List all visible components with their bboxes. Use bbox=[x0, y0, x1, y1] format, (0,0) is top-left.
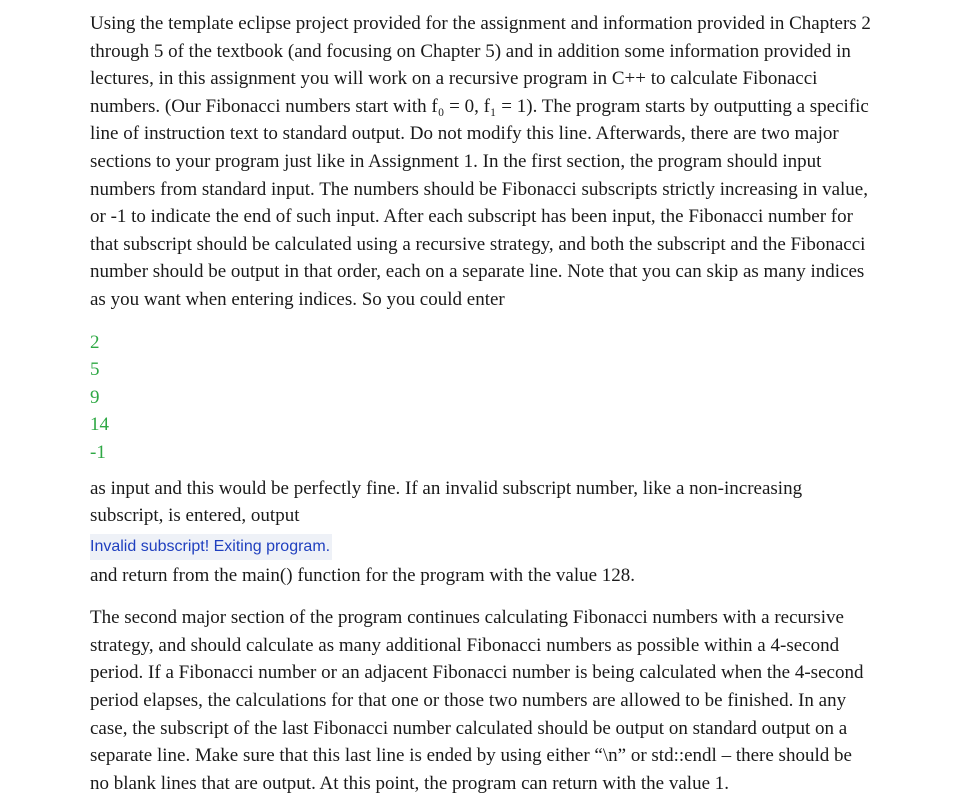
example-input-item: 2 bbox=[90, 331, 100, 353]
return-value-paragraph: and return from the main() function for the program with the value 128. bbox=[90, 564, 636, 586]
example-input-item: 9 bbox=[90, 386, 100, 408]
invalid-input-paragraph: as input and this would be perfectly fine. If an invalid subscript number, like a non-increasing subscript, is entered, output bbox=[90, 477, 803, 527]
example-input-item: 14 bbox=[90, 414, 109, 436]
intro-paragraph: Using the template eclipse project provided for the assignment and information provided in Chapters 2 through 5 of the textbook (and focusing on Chapter 5) and in addition some information provided in lectures, in this assignment you will work on a recursive program in C++ to calculate Fibonacci numbers. (Our Fibonacci numbers start with f₀ = 0, f₁ = 1). The program starts by outputting a specific line of instruction text to standard output. Do not modify this line. Afterwards, there are two major sections to your program just like in Assignment 1. In the first section, the program should input numbers from standard input. The numbers should be Fibonacci subscripts strictly increasing in value, or -1 to indicate the end of such input. After each subscript has been input, the Fibonacci number for that subscript should be calculated using a recursive strategy, and both the subscript and the Fibonacci number should be output in that order, each on a separate line. Note that you can skip as many indices as you want when entering indices. So you could enter bbox=[90, 13, 871, 310]
error-message-output: Invalid subscript! Exiting program. bbox=[90, 534, 332, 560]
error-output-block bbox=[90, 530, 950, 560]
example-input-list bbox=[90, 329, 950, 467]
assignment-document bbox=[90, 10, 950, 797]
example-input-item: -1 bbox=[90, 441, 106, 463]
example-input-item: 5 bbox=[90, 359, 100, 381]
second-section-paragraph: The second major section of the program continues calculating Fibonacci numbers with a recursive strategy, and should calculate as many additional Fibonacci numbers as possible within a 4-second period. If a Fibonacci number or an adjacent Fibonacci number is being calculated when the 4-second period elapses, the calculations for that one or those two numbers are allowed to be finished. In any case, the subscript of the last Fibonacci number calculated should be output on standard output on a separate line. Make sure that this last line is ended by using either “\n” or std::endl – there should be no blank lines that are output. At this point, the program can return with the value 1. bbox=[90, 607, 864, 794]
